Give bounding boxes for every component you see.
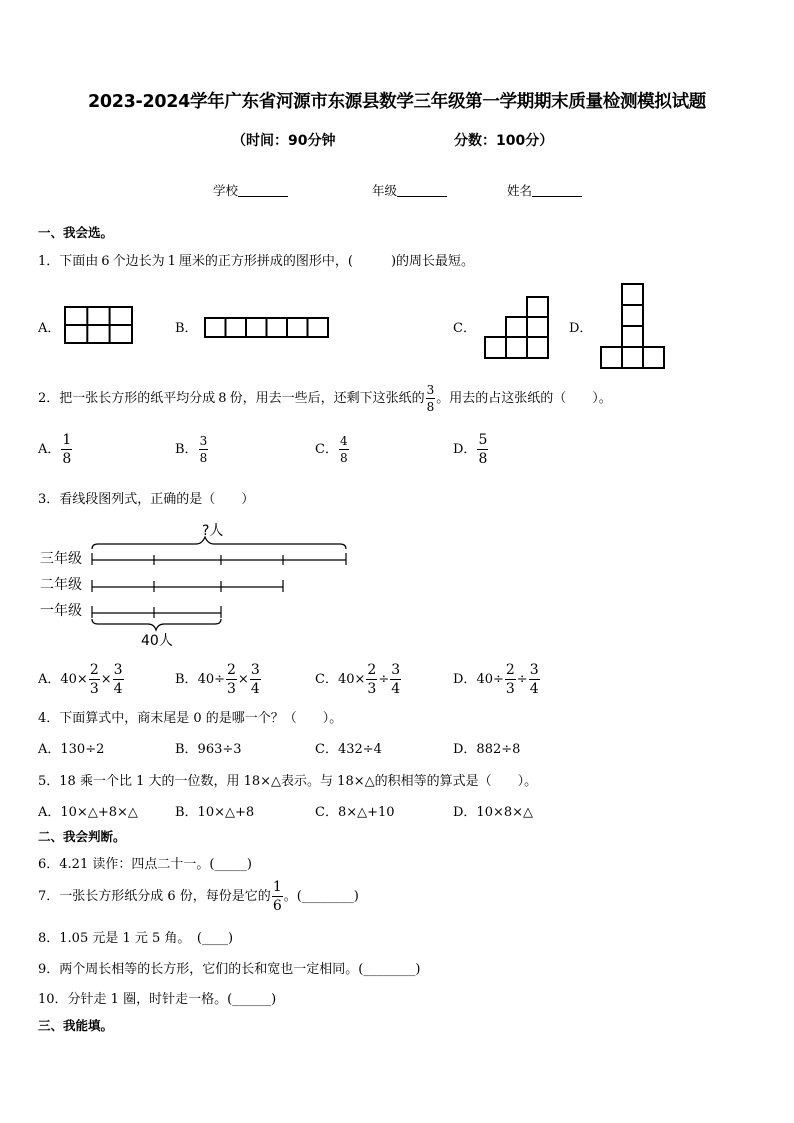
fraction: $\frac{3}{8}$ — [426, 383, 435, 414]
diagram-bottom-label: 40人 — [141, 633, 173, 649]
q2-option-c[interactable]: C． $\frac{4}{8}$ — [315, 434, 348, 465]
question-1: 1．下面由 6 个边长为 1 厘米的正方形拼成的图形中，( )的周长最短。 — [38, 254, 475, 269]
bottom-brace — [92, 619, 221, 630]
q3-option-a[interactable]: A．40× $\frac{2}{3}$ × $\frac{3}{4}$ — [38, 662, 123, 697]
name-field[interactable] — [507, 181, 582, 199]
fraction: $\frac{1}{6}$ — [272, 879, 282, 914]
q3-option-d[interactable]: D．40÷ $\frac{2}{3}$ ÷ $\frac{3}{4}$ — [453, 662, 539, 697]
question-4: 4．下面算式中，商末尾是 0 的是哪一个？（ ）。 — [38, 711, 343, 726]
q1-option-a-figure — [64, 306, 134, 344]
q3-option-b[interactable]: B．40÷ $\frac{2}{3}$ × $\frac{3}{4}$ — [175, 662, 260, 697]
q5-option-d[interactable]: D．10×8×△ — [453, 805, 534, 820]
diagram-row-label-grade1: 一年级 — [40, 603, 82, 619]
section-3-heading: 三、我能填。 — [38, 1018, 114, 1033]
q1-option-a-label[interactable]: A． — [38, 321, 61, 336]
q4-option-d[interactable]: D．882÷8 — [453, 742, 521, 757]
school-label: 学校 — [213, 183, 239, 198]
fraction: $\frac{4}{8}$ — [339, 434, 348, 465]
q1-option-c-label[interactable]: C． — [453, 321, 476, 336]
q5-option-c[interactable]: C．8×△+10 — [315, 805, 395, 820]
q4-option-b[interactable]: B．963÷3 — [175, 742, 242, 757]
q1-option-b-label[interactable]: B． — [175, 321, 198, 336]
name-label: 姓名 — [507, 183, 533, 198]
question-3: 3．看线段图列式，正确的是（ ） — [38, 492, 255, 507]
q1-option-d-figure — [600, 283, 666, 370]
school-blank[interactable] — [238, 184, 288, 197]
q1-option-d-label[interactable]: D． — [569, 321, 593, 336]
section-1-heading: 一、我会选。 — [38, 225, 114, 240]
fraction: $\frac{1}{8}$ — [62, 432, 72, 467]
q2-option-b[interactable]: B． $\frac{3}{8}$ — [175, 434, 208, 465]
page-title: 2023-2024学年广东省河源市东源县数学三年级第一学期期末质量检测模拟试题 — [88, 92, 706, 112]
question-2: 2．把一张长方形的纸平均分成 8 份，用去一些后，还剩下这张纸的 $\frac{3}{8}$ 。用去的占这张纸的（ ）。 — [38, 383, 612, 414]
fraction: $\frac{3}{8}$ — [199, 434, 208, 465]
grade-blank[interactable] — [397, 184, 447, 197]
question-9[interactable]: 9．两个周长相等的长方形，它们的长和宽也一定相同。(________) — [38, 962, 421, 977]
diagram-row-label-grade3: 三年级 — [40, 551, 82, 567]
section-2-heading: 二、我会判断。 — [38, 829, 126, 844]
name-blank[interactable] — [532, 184, 582, 197]
exam-time: （时间：90分钟 — [232, 133, 336, 149]
diagram-question-label: ?人 — [202, 523, 224, 539]
q2-option-a[interactable]: A． $\frac{1}{8}$ — [38, 432, 72, 467]
grade-label: 年级 — [372, 183, 398, 198]
q1-option-b-figure — [204, 317, 330, 339]
q5-option-a[interactable]: A．10×△+8×△ — [38, 805, 138, 820]
q3-option-c[interactable]: C．40× $\frac{2}{3}$ ÷ $\frac{3}{4}$ — [315, 662, 401, 697]
question-10[interactable]: 10．分针走 1 圈，时针走一格。(______) — [38, 992, 277, 1007]
q4-option-a[interactable]: A．130÷2 — [38, 742, 105, 757]
diagram-row-label-grade2: 二年级 — [40, 577, 82, 593]
fraction: $\frac{5}{8}$ — [478, 432, 488, 467]
q2-option-d[interactable]: D． $\frac{5}{8}$ — [453, 432, 488, 467]
question-5: 5．18 乘一个比 1 大的一位数，用 18×△表示。与 18×△的积相等的算式是（ ）。 — [38, 774, 538, 789]
q1-option-c-figure — [484, 296, 550, 360]
grade-field[interactable] — [372, 181, 447, 199]
question-6[interactable]: 6．4.21 读作：四点二十一。(_____) — [38, 857, 252, 872]
question-7[interactable]: 7．一张长方形纸分成 6 份，每份是它的 $\frac{1}{6}$ 。(________) — [38, 879, 359, 914]
line-segment-diagram — [88, 535, 350, 640]
q4-option-c[interactable]: C．432÷4 — [315, 742, 382, 757]
school-field[interactable] — [213, 181, 288, 199]
question-8[interactable]: 8．1.05 元是 1 元 5 角。 (____) — [38, 931, 234, 946]
exam-score: 分数：100分） — [454, 133, 554, 149]
q5-option-b[interactable]: B．10×△+8 — [175, 805, 255, 820]
top-brace — [92, 537, 346, 549]
